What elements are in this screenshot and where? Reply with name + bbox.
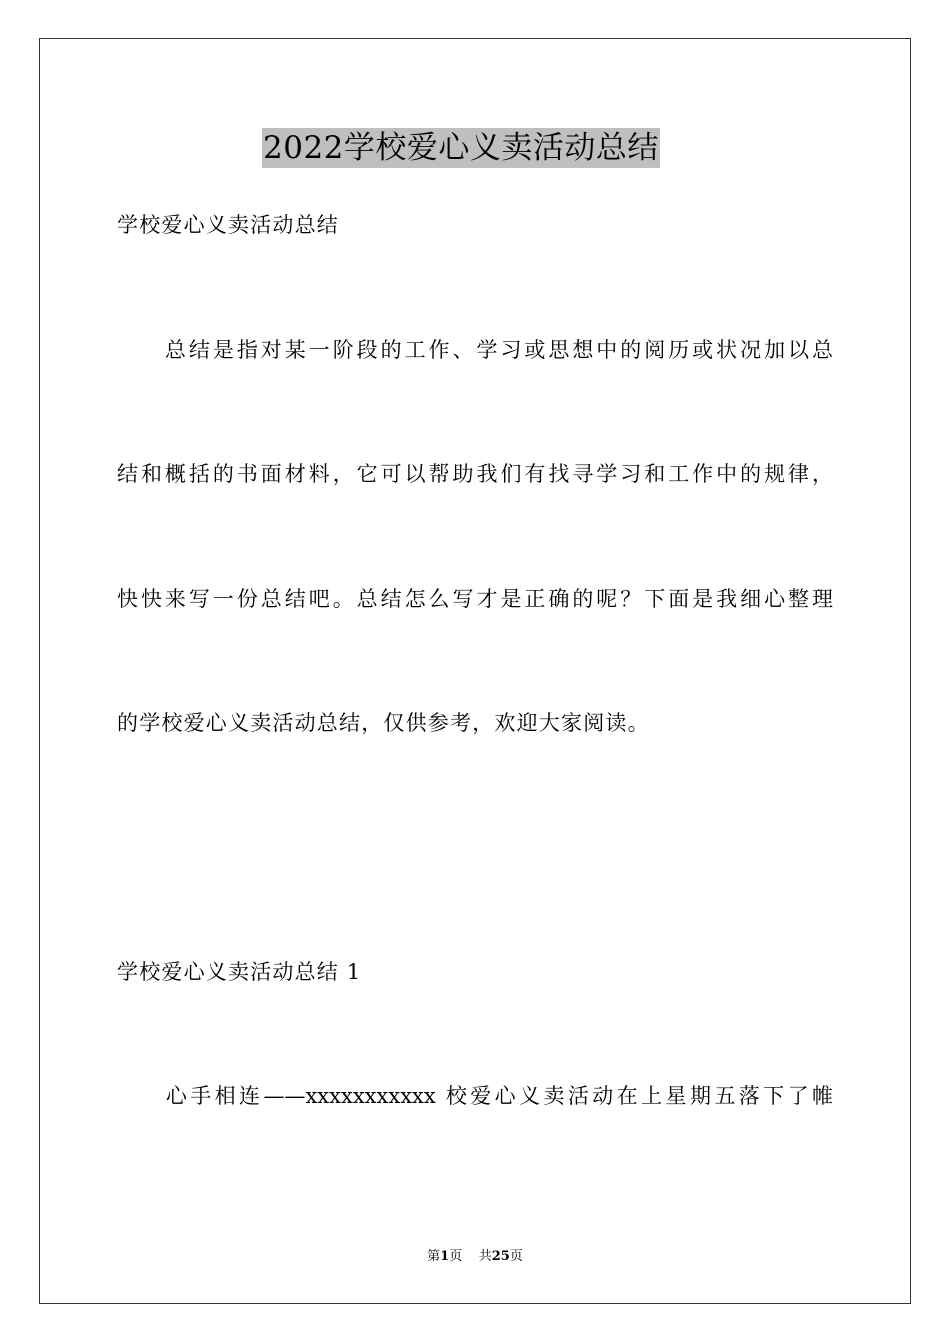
document-subtitle: 学校爱心义卖活动总结 xyxy=(117,213,339,237)
intro-paragraph-line-2: 结和概括的书面材料，它可以帮助我们有找寻学习和工作中的规律， xyxy=(117,462,833,486)
footer-page-prefix: 第 xyxy=(427,1249,441,1264)
intro-paragraph-line-4: 的学校爱心义卖活动总结，仅供参考，欢迎大家阅读。 xyxy=(117,711,650,735)
footer-total-suffix: 页 xyxy=(509,1249,523,1264)
footer-page-suffix: 页 xyxy=(449,1249,463,1264)
intro-paragraph-line-3: 快快来写一份总结吧。总结怎么写才是正确的呢？下面是我细心整理 xyxy=(117,587,833,611)
section-paragraph-line-1: 心手相连——xxxxxxxxxxx 校爱心义卖活动在上星期五落下了帷 xyxy=(117,1084,833,1108)
page-footer xyxy=(0,1248,950,1266)
footer-total-pages: 25 xyxy=(491,1249,510,1264)
footer-total-prefix: 共 xyxy=(478,1249,492,1264)
section-heading: 学校爱心义卖活动总结 1 xyxy=(117,960,362,984)
intro-paragraph-line-1: 总结是指对某一阶段的工作、学习或思想中的阅历或状况加以总 xyxy=(117,338,833,362)
document-title: 2022学校爱心义卖活动总结 xyxy=(263,130,659,166)
footer-page-number: 1 xyxy=(440,1249,450,1264)
